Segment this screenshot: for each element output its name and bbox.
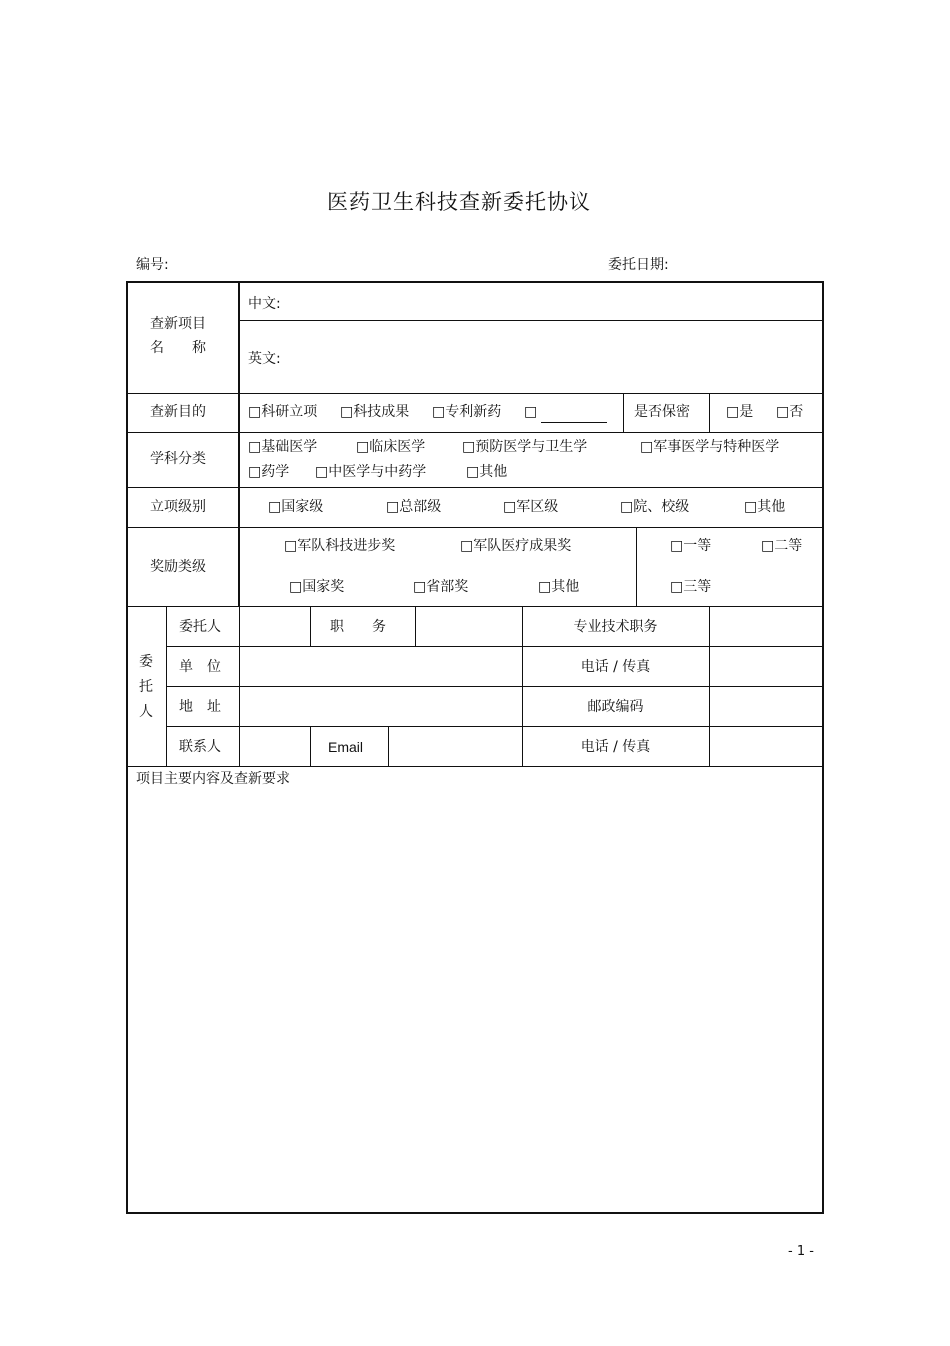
confidential-label: 是否保密 xyxy=(634,404,690,420)
client-postcode-label: 邮政编码 xyxy=(587,699,644,715)
page-number: - 1 - xyxy=(788,1244,814,1259)
level-headquarters[interactable]: □总部级 xyxy=(386,499,442,515)
content-requirements-textarea[interactable] xyxy=(130,792,820,1210)
serial-number-label: 编号: xyxy=(136,257,169,273)
client-person-label: 委托人 xyxy=(179,619,221,635)
award-military-sci-tech[interactable]: □军队科技进步奖 xyxy=(284,538,396,554)
purpose-checkbox-other[interactable]: □ xyxy=(524,404,538,420)
client-group-label-2: 托 xyxy=(139,679,153,695)
grade-third[interactable]: □三等 xyxy=(670,579,712,595)
client-phone-fax-input-2[interactable] xyxy=(711,728,821,765)
level-military-region[interactable]: □军区级 xyxy=(503,499,559,515)
english-name-input[interactable] xyxy=(284,326,814,388)
client-group-label-1: 委 xyxy=(139,654,153,670)
client-unit-label: 单 位 xyxy=(179,659,221,675)
purpose-other-blank[interactable] xyxy=(541,422,607,423)
chinese-name-label: 中文: xyxy=(248,296,281,312)
award-other[interactable]: □其他 xyxy=(538,579,580,595)
client-phone-fax-label-2: 电话 / 传真 xyxy=(580,739,651,755)
client-position-label: 职 务 xyxy=(330,619,386,635)
discipline-pharmacy[interactable]: □药学 xyxy=(248,464,290,480)
chinese-name-input[interactable] xyxy=(284,290,814,316)
level-other[interactable]: □其他 xyxy=(744,499,786,515)
grade-second[interactable]: □二等 xyxy=(761,538,803,554)
client-unit-input[interactable] xyxy=(241,648,521,685)
discipline-tcm[interactable]: □中医学与中药学 xyxy=(315,464,427,480)
purpose-label: 查新目的 xyxy=(150,404,206,420)
page-title: 医药卫生科技查新委托协议 xyxy=(327,190,591,214)
client-position-input[interactable] xyxy=(417,608,521,645)
client-title-input[interactable] xyxy=(711,608,821,645)
client-address-input[interactable] xyxy=(241,688,521,725)
level-national[interactable]: □国家级 xyxy=(268,499,324,515)
award-military-medical[interactable]: □军队医疗成果奖 xyxy=(460,538,572,554)
commission-date-label: 委托日期: xyxy=(608,257,669,273)
client-contact-label: 联系人 xyxy=(179,739,221,755)
discipline-military-medicine[interactable]: □军事医学与特种医学 xyxy=(640,439,780,455)
project-name-label-line1: 查新项目 xyxy=(150,316,206,332)
award-national[interactable]: □国家奖 xyxy=(289,579,345,595)
client-phone-fax-label: 电话 / 传真 xyxy=(580,659,651,675)
client-title-label: 专业技术职务 xyxy=(573,619,658,635)
client-email-input[interactable] xyxy=(390,728,521,765)
purpose-checkbox-patent[interactable]: □专利新药 xyxy=(432,404,502,420)
discipline-label: 学科分类 xyxy=(150,451,206,467)
purpose-checkbox-research[interactable]: □科研立项 xyxy=(248,404,318,420)
award-label: 奖励类级 xyxy=(150,559,206,575)
client-address-label: 地 址 xyxy=(179,699,221,715)
confidential-no-checkbox[interactable]: □否 xyxy=(776,404,804,420)
project-name-label-line2: 名 称 xyxy=(150,340,206,356)
client-contact-input[interactable] xyxy=(241,728,309,765)
discipline-preventive-medicine[interactable]: □预防医学与卫生学 xyxy=(462,439,588,455)
award-provincial[interactable]: □省部奖 xyxy=(413,579,469,595)
confidential-yes-checkbox[interactable]: □是 xyxy=(726,404,754,420)
grade-first[interactable]: □一等 xyxy=(670,538,712,554)
project-level-label: 立项级别 xyxy=(150,499,206,515)
client-person-input[interactable] xyxy=(241,608,309,645)
discipline-basic-medicine[interactable]: □基础医学 xyxy=(248,439,318,455)
level-institute[interactable]: □院、校级 xyxy=(620,499,690,515)
content-requirements-label: 项目主要内容及查新要求 xyxy=(136,771,290,787)
discipline-other[interactable]: □其他 xyxy=(466,464,508,480)
discipline-clinical-medicine[interactable]: □临床医学 xyxy=(356,439,426,455)
purpose-checkbox-achievement[interactable]: □科技成果 xyxy=(340,404,410,420)
client-email-label: Email xyxy=(328,739,364,755)
client-group-label-3: 人 xyxy=(139,704,153,720)
client-postcode-input[interactable] xyxy=(711,688,821,725)
client-phone-fax-input[interactable] xyxy=(711,648,821,685)
english-name-label: 英文: xyxy=(248,351,281,367)
